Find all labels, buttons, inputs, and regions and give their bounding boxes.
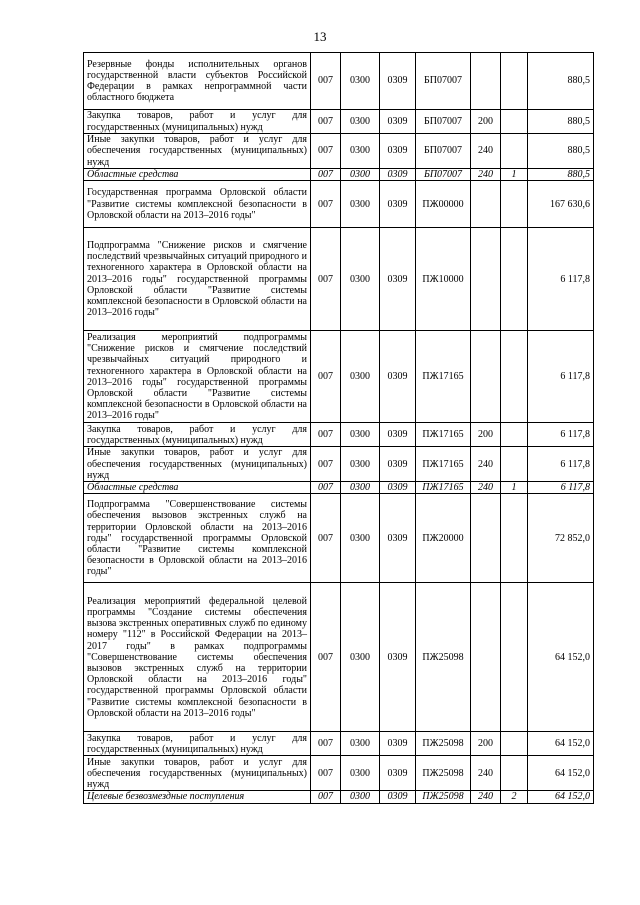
table-row bbox=[84, 732, 594, 756]
target-article-code: ПЖ17165 bbox=[416, 482, 471, 494]
funding-source-code bbox=[501, 583, 528, 732]
table-row bbox=[84, 53, 594, 110]
row-description: Реализация мероприятий федеральной целевой программы "Создание системы обеспечения вызова экстренных оперативных служб по единому номеру "112" в Российской Федерации на 2013–2017 годы" в рамках подпрограммы "Совершенствование системы обеспечения вызовов экстренных служб на территории Орловской области на 2013–2016 годы" государственной программы Орловской области "Развитие системы комплексной безопасности в Орловской области на 2013–2016 годы" bbox=[84, 583, 311, 732]
ministry-code: 007 bbox=[311, 732, 341, 756]
ministry-code: 007 bbox=[311, 53, 341, 110]
expense-type-code: 240 bbox=[471, 447, 501, 482]
subsection-code: 0309 bbox=[380, 482, 416, 494]
expense-type-code bbox=[471, 228, 501, 331]
funding-source-code: 1 bbox=[501, 482, 528, 494]
subsection-code: 0309 bbox=[380, 181, 416, 228]
ministry-code: 007 bbox=[311, 134, 341, 169]
table-row bbox=[84, 181, 594, 228]
section-code: 0300 bbox=[341, 331, 380, 423]
subsection-code: 0309 bbox=[380, 228, 416, 331]
table-row bbox=[84, 169, 594, 181]
ministry-code: 007 bbox=[311, 181, 341, 228]
expense-type-code: 240 bbox=[471, 756, 501, 791]
target-article-code: БП07007 bbox=[416, 110, 471, 134]
funding-source-code bbox=[501, 447, 528, 482]
target-article-code: ПЖ20000 bbox=[416, 494, 471, 583]
expense-type-code bbox=[471, 181, 501, 228]
budget-table bbox=[83, 52, 594, 804]
amount: 880,5 bbox=[528, 134, 594, 169]
expense-type-code: 240 bbox=[471, 134, 501, 169]
row-description: Целевые безвозмездные поступления bbox=[84, 791, 311, 803]
row-description: Иные закупки товаров, работ и услуг для обеспечения государственных (муниципальных) нужд bbox=[84, 447, 311, 482]
row-description: Резервные фонды исполнительных органов государственной власти субъектов Российской Федерации в рамках непрограммной части областного бюджета bbox=[84, 53, 311, 110]
amount: 64 152,0 bbox=[528, 583, 594, 732]
amount: 72 852,0 bbox=[528, 494, 594, 583]
ministry-code: 007 bbox=[311, 110, 341, 134]
row-description: Подпрограмма "Совершенствование системы обеспечения вызовов экстренных служб на территории Орловской области на 2013–2016 годы" государственной программы Орловской области "Развитие системы комплексной безопасности в Орловской области на 2013–2016 годы" bbox=[84, 494, 311, 583]
section-code: 0300 bbox=[341, 169, 380, 181]
amount: 6 117,8 bbox=[528, 423, 594, 447]
target-article-code: ПЖ17165 bbox=[416, 331, 471, 423]
funding-source-code bbox=[501, 110, 528, 134]
target-article-code: ПЖ10000 bbox=[416, 228, 471, 331]
ministry-code: 007 bbox=[311, 791, 341, 803]
page-number: 13 bbox=[313, 29, 327, 44]
target-article-code: ПЖ17165 bbox=[416, 423, 471, 447]
expense-type-code: 200 bbox=[471, 732, 501, 756]
section-code: 0300 bbox=[341, 134, 380, 169]
subsection-code: 0309 bbox=[380, 169, 416, 181]
table-row bbox=[84, 482, 594, 494]
row-description: Подпрограмма "Снижение рисков и смягчение последствий чрезвычайных ситуаций природного и техногенного характера в Орловской области на 2013–2016 годы" государственной программы Орловской области "Развитие системы комплексной безопасности в Орловской области на 2013–2016 годы" bbox=[84, 228, 311, 331]
table-row bbox=[84, 423, 594, 447]
funding-source-code bbox=[501, 331, 528, 423]
table-row bbox=[84, 110, 594, 134]
row-description: Государственная программа Орловской области "Развитие системы комплексной безопасности в Орловской области на 2013–2016 годы" bbox=[84, 181, 311, 228]
expense-type-code: 240 bbox=[471, 169, 501, 181]
subsection-code: 0309 bbox=[380, 494, 416, 583]
amount: 6 117,8 bbox=[528, 331, 594, 423]
row-description: Областные средства bbox=[84, 482, 311, 494]
row-description: Закупка товаров, работ и услуг для государственных (муниципальных) нужд bbox=[84, 423, 311, 447]
target-article-code: ПЖ17165 bbox=[416, 447, 471, 482]
section-code: 0300 bbox=[341, 732, 380, 756]
subsection-code: 0309 bbox=[380, 331, 416, 423]
subsection-code: 0309 bbox=[380, 791, 416, 803]
amount: 880,5 bbox=[528, 53, 594, 110]
target-article-code: ПЖ25098 bbox=[416, 756, 471, 791]
section-code: 0300 bbox=[341, 423, 380, 447]
row-description: Областные средства bbox=[84, 169, 311, 181]
amount: 880,5 bbox=[528, 110, 594, 134]
expense-type-code: 200 bbox=[471, 110, 501, 134]
expense-type-code bbox=[471, 494, 501, 583]
amount: 64 152,0 bbox=[528, 756, 594, 791]
ministry-code: 007 bbox=[311, 423, 341, 447]
target-article-code: БП07007 bbox=[416, 53, 471, 110]
row-description: Закупка товаров, работ и услуг для государственных (муниципальных) нужд bbox=[84, 732, 311, 756]
target-article-code: ПЖ25098 bbox=[416, 732, 471, 756]
funding-source-code bbox=[501, 181, 528, 228]
ministry-code: 007 bbox=[311, 447, 341, 482]
amount: 6 117,8 bbox=[528, 447, 594, 482]
amount: 64 152,0 bbox=[528, 791, 594, 803]
ministry-code: 007 bbox=[311, 583, 341, 732]
funding-source-code bbox=[501, 134, 528, 169]
row-description: Иные закупки товаров, работ и услуг для обеспечения государственных (муниципальных) нужд bbox=[84, 756, 311, 791]
ministry-code: 007 bbox=[311, 169, 341, 181]
amount: 6 117,8 bbox=[528, 228, 594, 331]
table-row bbox=[84, 447, 594, 482]
subsection-code: 0309 bbox=[380, 110, 416, 134]
section-code: 0300 bbox=[341, 447, 380, 482]
section-code: 0300 bbox=[341, 53, 380, 110]
section-code: 0300 bbox=[341, 181, 380, 228]
expense-type-code bbox=[471, 53, 501, 110]
amount: 167 630,6 bbox=[528, 181, 594, 228]
amount: 6 117,8 bbox=[528, 482, 594, 494]
expense-type-code: 200 bbox=[471, 423, 501, 447]
section-code: 0300 bbox=[341, 583, 380, 732]
ministry-code: 007 bbox=[311, 331, 341, 423]
table-row bbox=[84, 228, 594, 331]
table-row bbox=[84, 791, 594, 803]
table-row bbox=[84, 583, 594, 732]
expense-type-code: 240 bbox=[471, 791, 501, 803]
section-code: 0300 bbox=[341, 110, 380, 134]
funding-source-code bbox=[501, 732, 528, 756]
row-description: Реализация мероприятий подпрограммы "Снижение рисков и смягчение последствий чрезвычайных ситуаций природного и техногенного характера в Орловской области на 2013–2016 годы" государственной программы Орловской области "Развитие системы комплексной безопасности в Орловской области на 2013–2016 годы" bbox=[84, 331, 311, 423]
target-article-code: ПЖ25098 bbox=[416, 583, 471, 732]
funding-source-code bbox=[501, 423, 528, 447]
target-article-code: БП07007 bbox=[416, 169, 471, 181]
section-code: 0300 bbox=[341, 791, 380, 803]
funding-source-code bbox=[501, 494, 528, 583]
section-code: 0300 bbox=[341, 756, 380, 791]
target-article-code: ПЖ00000 bbox=[416, 181, 471, 228]
section-code: 0300 bbox=[341, 494, 380, 583]
subsection-code: 0309 bbox=[380, 447, 416, 482]
ministry-code: 007 bbox=[311, 494, 341, 583]
expense-type-code bbox=[471, 583, 501, 732]
table-row bbox=[84, 134, 594, 169]
subsection-code: 0309 bbox=[380, 756, 416, 791]
funding-source-code: 2 bbox=[501, 791, 528, 803]
funding-source-code bbox=[501, 756, 528, 791]
funding-source-code bbox=[501, 53, 528, 110]
budget-table-body bbox=[84, 53, 594, 804]
row-description: Иные закупки товаров, работ и услуг для обеспечения государственных (муниципальных) нужд bbox=[84, 134, 311, 169]
table-row bbox=[84, 494, 594, 583]
target-article-code: БП07007 bbox=[416, 134, 471, 169]
amount: 64 152,0 bbox=[528, 732, 594, 756]
subsection-code: 0309 bbox=[380, 423, 416, 447]
expense-type-code bbox=[471, 331, 501, 423]
ministry-code: 007 bbox=[311, 228, 341, 331]
subsection-code: 0309 bbox=[380, 583, 416, 732]
section-code: 0300 bbox=[341, 228, 380, 331]
subsection-code: 0309 bbox=[380, 134, 416, 169]
amount: 880,5 bbox=[528, 169, 594, 181]
table-row bbox=[84, 756, 594, 791]
section-code: 0300 bbox=[341, 482, 380, 494]
subsection-code: 0309 bbox=[380, 732, 416, 756]
funding-source-code: 1 bbox=[501, 169, 528, 181]
ministry-code: 007 bbox=[311, 756, 341, 791]
row-description: Закупка товаров, работ и услуг для государственных (муниципальных) нужд bbox=[84, 110, 311, 134]
expense-type-code: 240 bbox=[471, 482, 501, 494]
ministry-code: 007 bbox=[311, 482, 341, 494]
subsection-code: 0309 bbox=[380, 53, 416, 110]
table-row bbox=[84, 331, 594, 423]
target-article-code: ПЖ25098 bbox=[416, 791, 471, 803]
funding-source-code bbox=[501, 228, 528, 331]
